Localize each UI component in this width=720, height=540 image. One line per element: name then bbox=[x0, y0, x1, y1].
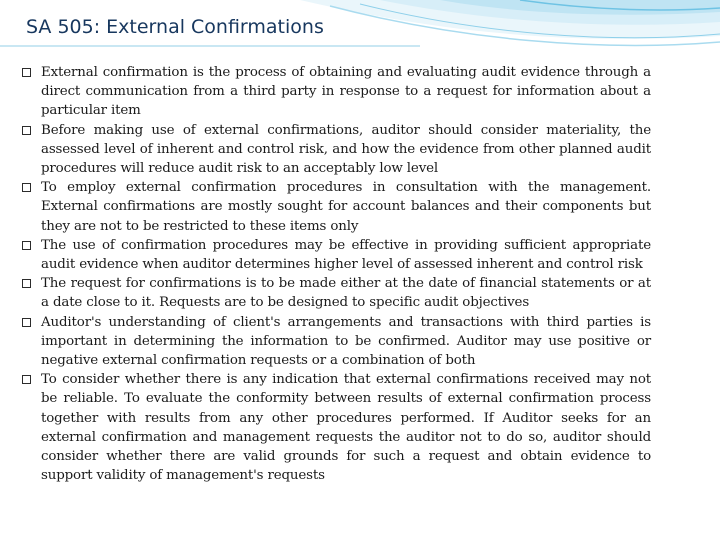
bullet-text: External confirmation is the process of obtaining and evaluating audit evidence through a direct communication from a third party in response to a request for information about a particular item bbox=[41, 65, 651, 119]
bullet-item bbox=[21, 236, 651, 274]
square-bullet-icon bbox=[22, 126, 31, 135]
bullet-item bbox=[21, 274, 651, 312]
square-bullet-icon bbox=[22, 68, 31, 77]
bullet-text: The request for confirmations is to be made either at the date of financial statements or at a date close to it. Requests are to be designed to specific audit objectives bbox=[41, 276, 651, 311]
bullet-item bbox=[21, 313, 651, 371]
bullet-item bbox=[21, 63, 651, 121]
bullet-text: The use of confirmation procedures may be effective in providing sufficient appropriate audit evidence when auditor determines higher level of assessed inherent and control risk bbox=[41, 237, 651, 273]
bullet-text: Before making use of external confirmations, auditor should consider materiality, the assessed level of inherent and control risk, and how the evidence from other planned audit procedures will reduce audit risk to an acceptably low level bbox=[41, 122, 651, 177]
bullet-item bbox=[21, 178, 651, 236]
bullet-item bbox=[21, 121, 651, 179]
bullet-list bbox=[21, 63, 651, 485]
square-bullet-icon bbox=[22, 241, 31, 250]
square-bullet-icon bbox=[22, 375, 31, 384]
bullet-text: Auditor's understanding of client's arrangements and transactions with third parties is important in determining the information to be confirmed. Auditor may use positive or negative external confirmation requests or a combination of both bbox=[41, 314, 651, 369]
bullet-item bbox=[21, 370, 651, 485]
square-bullet-icon bbox=[22, 279, 31, 288]
bullet-text: To employ external confirmation procedures in consultation with the management. External confirmations are mostly sought for account balances and their components but they are not to be restricted to these items only bbox=[41, 180, 651, 234]
square-bullet-icon bbox=[22, 318, 31, 327]
title-underline bbox=[0, 45, 420, 47]
square-bullet-icon bbox=[22, 183, 31, 192]
bullet-text: To consider whether there is any indication that external confirmations received may not be reliable. To evaluate the conformity between results of external confirmation process together with results from any other procedures performed. If Auditor seeks for an external confirmation and management requests the auditor not to do so, auditor should consider whether there are valid grounds for such a request and obtain evidence to support validity of management's requests bbox=[41, 372, 651, 484]
slide-title: SA 505: External Confirmations bbox=[26, 16, 324, 38]
